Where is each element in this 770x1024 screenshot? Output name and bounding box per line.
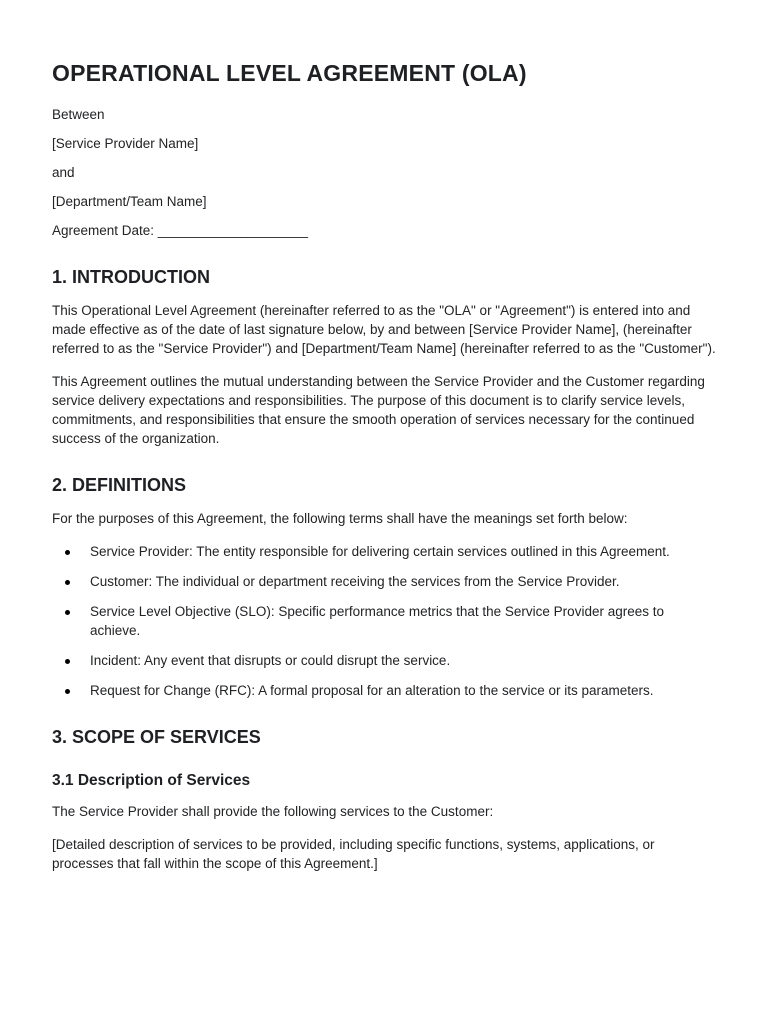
list-item-slo: Service Level Objective (SLO): Specific performance metrics that the Service Provider agrees to achieve. bbox=[52, 602, 718, 640]
section-heading-introduction: 1. INTRODUCTION bbox=[52, 267, 211, 287]
section-heading-definitions: 2. DEFINITIONS bbox=[52, 475, 187, 495]
list-item-rfc: Request for Change (RFC): A formal proposal for an alteration to the service or its parameters. bbox=[52, 681, 718, 700]
introduction-paragraph-1: This Operational Level Agreement (hereinafter referred to as the "OLA" or "Agreement") is entered into and made effective as of the date of last signature below, by and between [Service Provider Name], (hereinafter referred to as the "Service Provider") and [Department/Team Name] (hereinafter referred to as the "Customer"). bbox=[52, 303, 716, 356]
definitions-list bbox=[52, 542, 718, 700]
list-item-service-provider: Service Provider: The entity responsible for delivering certain services outlined in this Agreement. bbox=[52, 542, 718, 561]
subsection-heading-description-of-services: 3.1 Description of Services bbox=[52, 772, 251, 789]
preamble-between: Between bbox=[52, 107, 105, 122]
page-title: OPERATIONAL LEVEL AGREEMENT (OLA) bbox=[52, 60, 527, 86]
preamble-agreement-date-line: Agreement Date: ____________________ bbox=[52, 223, 308, 238]
list-item-customer: Customer: The individual or department receiving the services from the Service Provider. bbox=[52, 572, 718, 591]
preamble-and: and bbox=[52, 165, 75, 180]
scope-paragraph-2: [Detailed description of services to be provided, including specific functions, systems, applications, or processes that fall within the scope of this Agreement.] bbox=[52, 837, 655, 871]
list-item-incident: Incident: Any event that disrupts or could disrupt the service. bbox=[52, 651, 718, 670]
introduction-paragraph-2: This Agreement outlines the mutual understanding between the Service Provider and the Customer regarding service delivery expectations and responsibilities. The purpose of this document is to clarify service levels, commitments, and responsibilities that ensure the smooth operation of services necessary for the continued success of the organization. bbox=[52, 374, 705, 446]
scope-paragraph-1: The Service Provider shall provide the following services to the Customer: bbox=[52, 804, 494, 819]
preamble-department-placeholder: [Department/Team Name] bbox=[52, 194, 207, 209]
definitions-intro: For the purposes of this Agreement, the following terms shall have the meanings set forth below: bbox=[52, 511, 628, 526]
preamble-service-provider-placeholder: [Service Provider Name] bbox=[52, 136, 199, 151]
section-heading-scope: 3. SCOPE OF SERVICES bbox=[52, 727, 261, 747]
